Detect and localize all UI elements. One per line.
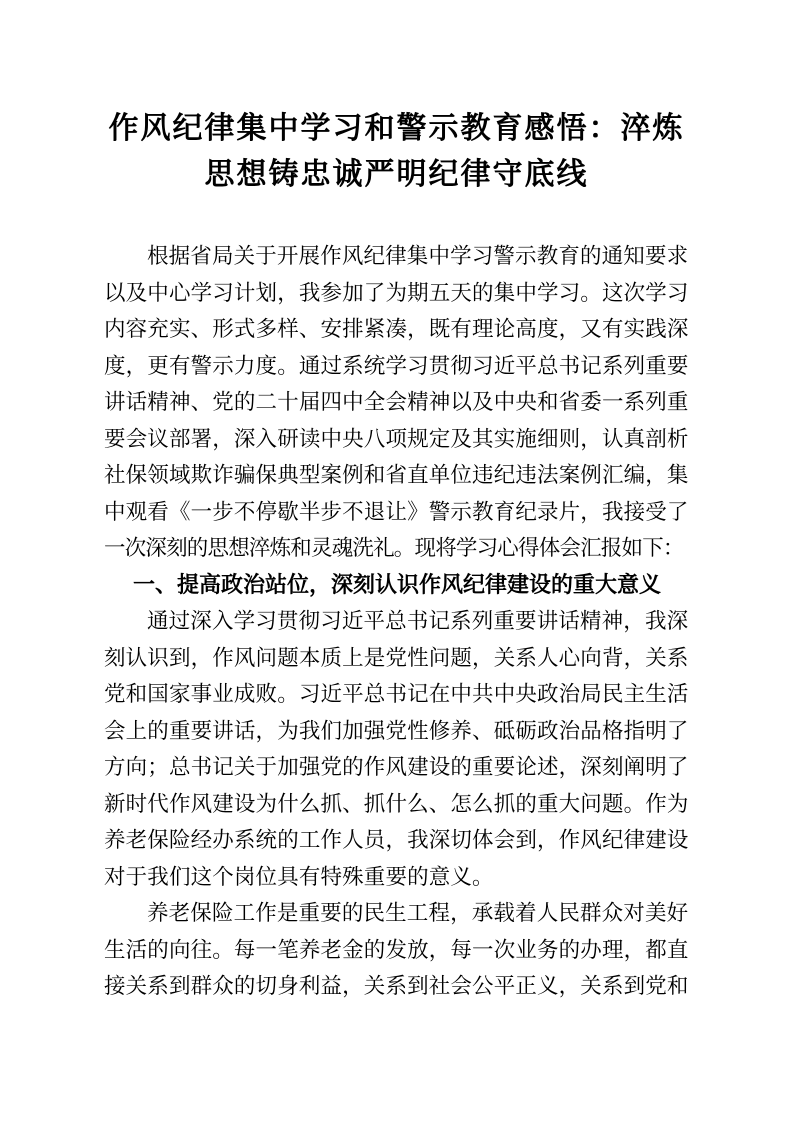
body-line: 讲话精神、党的二十届四中全会精神以及中央和省委一系列重 [104, 390, 689, 414]
title-line-1: 作风纪律集中学习和警示教育感悟：淬炼 [108, 112, 685, 145]
body-line: 通过深入学习贯彻习近平总书记系列重要讲话精神，我深 [147, 609, 689, 633]
title-line-2: 思想铸忠诚严明纪律守底线 [204, 158, 589, 191]
body-line: 养老保险工作是重要的民生工程，承载着人民群众对美好 [147, 901, 689, 925]
body-line: 一次深刻的思想淬炼和灵魂洗礼。现将学习心得体会汇报如下： [104, 536, 684, 560]
paragraph-intro [104, 238, 690, 567]
body-line: 中观看《一步不停歇半步不退让》警示教育纪录片，我接受了 [104, 499, 689, 524]
body-line: 社保领域欺诈骗保典型案例和省直单位违纪违法案例汇编，集 [104, 463, 689, 487]
document-body [0, 238, 793, 1005]
body-line: 党和国家事业成败。习近平总书记在中共中央政治局民主生活 [104, 682, 689, 706]
paragraph-pension-work [104, 895, 690, 1005]
body-line: 方向；总书记关于加强党的作风建设的重要论述，深刻阐明了 [104, 755, 689, 779]
body-line: 以及中心学习计划，我参加了为期五天的集中学习。这次学习 [104, 280, 689, 305]
paragraph-section-1 [104, 603, 690, 895]
document-title [0, 0, 793, 198]
body-line: 新时代作风建设为什么抓、抓什么、怎么抓的重大问题。作为 [104, 791, 689, 816]
body-line: 要会议部署，深入研读中央八项规定及其实施细则，认真剖析 [104, 426, 689, 451]
body-line: 接关系到群众的切身利益，关系到社会公平正义，关系到党和 [104, 974, 689, 998]
body-line: 根据省局关于开展作风纪律集中学习警示教育的通知要求 [147, 244, 689, 268]
body-line: 生活的向往。每一笔养老金的发放，每一次业务的办理，都直 [104, 937, 689, 962]
body-line: 内容充实、形式多样、安排紧凑，既有理论高度，又有实践深 [104, 317, 689, 341]
body-line: 会上的重要讲话，为我们加强党性修养、砥砺政治品格指明了 [104, 718, 689, 743]
section-heading-1: 一、提高政治站位，深刻认识作风纪律建设的重大意义 [132, 571, 661, 597]
body-line: 对于我们这个岗位具有特殊重要的意义。 [104, 864, 494, 889]
body-line: 养老保险经办系统的工作人员，我深切体会到，作风纪律建设 [104, 828, 689, 852]
body-line: 刻认识到，作风问题本质上是党性问题，关系人心向背，关系 [104, 645, 689, 670]
body-line: 度，更有警示力度。通过系统学习贯彻习近平总书记系列重要 [104, 353, 689, 378]
